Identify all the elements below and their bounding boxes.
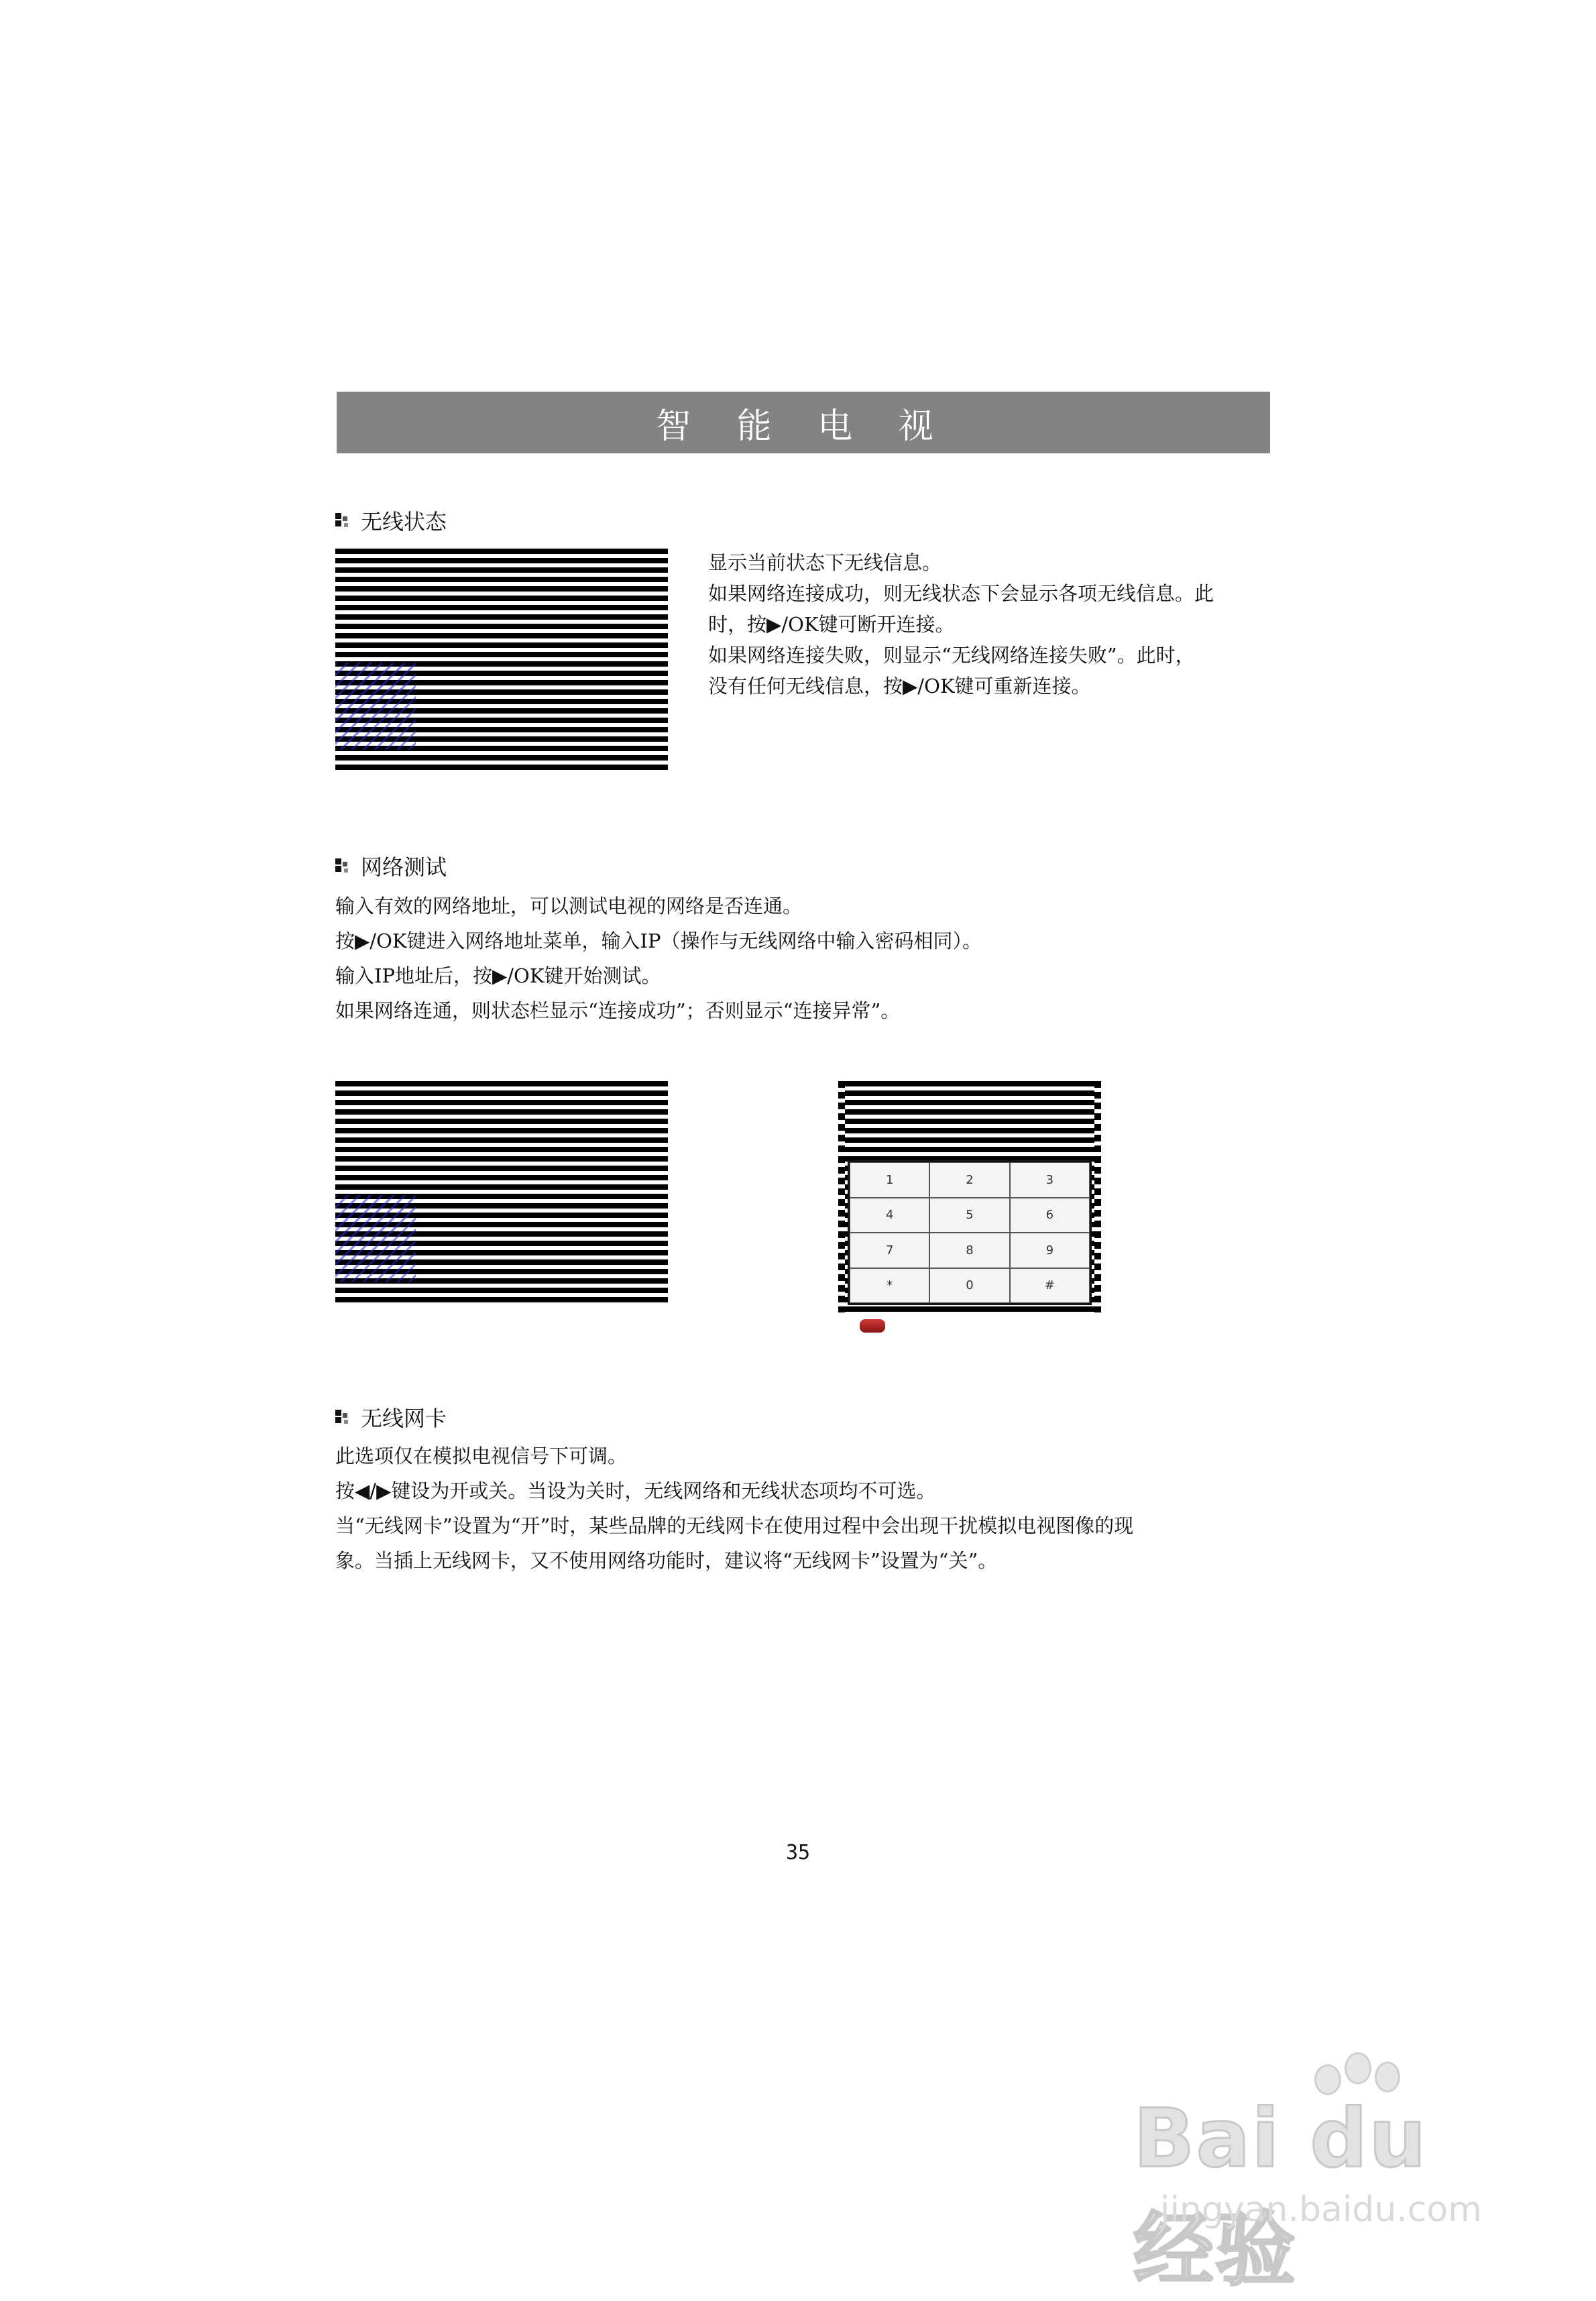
wireless-status-text xyxy=(708,547,1214,701)
text-line: 显示当前状态下无线信息。 xyxy=(708,551,942,574)
keypad-key[interactable]: 2 xyxy=(929,1162,1009,1198)
watermark-logo: Bai du 经验 xyxy=(1133,2092,1428,2297)
bullet-icon xyxy=(335,513,350,528)
keypad-key[interactable]: 9 xyxy=(1010,1233,1090,1268)
text-line: 输入有效的网络地址，可以测试电视的网络是否连通。 xyxy=(335,895,803,917)
bullet-icon xyxy=(335,858,350,873)
text-line: 如果网络连通，则状态栏显示“连接成功”；否则显示“连接异常”。 xyxy=(335,999,901,1022)
keypad-key[interactable]: 7 xyxy=(850,1233,929,1268)
red-button-icon xyxy=(860,1319,885,1333)
text-line: 按◀/▶键设为开或关。当设为关时，无线网络和无线状态项均不可选。 xyxy=(335,1479,936,1502)
keypad-key[interactable]: 6 xyxy=(1010,1198,1090,1233)
keypad-key[interactable]: 5 xyxy=(929,1198,1009,1233)
numeric-keypad xyxy=(848,1160,1092,1305)
watermark-url: jingyan.baidu.com xyxy=(1160,2190,1482,2230)
page-number: 35 xyxy=(785,1841,811,1864)
text-line: 输入IP地址后，按▶/OK键开始测试。 xyxy=(335,964,661,987)
keypad-key[interactable]: 0 xyxy=(929,1268,1009,1304)
text-line: 没有任何无线信息，按▶/OK键可重新连接。 xyxy=(708,675,1091,697)
keypad-key[interactable]: 1 xyxy=(850,1162,929,1198)
chapter-title: 智 能 电 视 xyxy=(656,406,951,447)
bullet-icon xyxy=(335,1410,350,1424)
text-line: 如果网络连接失败，则显示“无线网络连接失败”。此时， xyxy=(708,644,1195,667)
text-line: 时，按▶/OK键可断开连接。 xyxy=(708,613,955,636)
baidu-watermark xyxy=(1133,2052,1509,2297)
network-test-screenshot xyxy=(335,1081,668,1302)
text-line: 当“无线网卡”设置为“开”时，某些品牌的无线网卡在使用过程中会出现干扰模拟电视图像的现 xyxy=(335,1514,1134,1537)
keypad-key[interactable]: 4 xyxy=(850,1198,929,1233)
paw-icon xyxy=(1345,2052,1371,2084)
text-line: 如果网络连接成功，则无线状态下会显示各项无线信息。此 xyxy=(708,582,1214,605)
keypad-key[interactable]: 3 xyxy=(1010,1162,1090,1198)
keypad-key[interactable]: 8 xyxy=(929,1233,1009,1268)
keypad-key[interactable]: * xyxy=(850,1268,929,1304)
paw-icon xyxy=(1375,2062,1400,2092)
section-heading-wireless-status xyxy=(335,505,447,536)
wireless-status-screenshot xyxy=(335,549,668,770)
section-title: 无线状态 xyxy=(361,509,447,535)
text-line: 此选项仅在模拟电视信号下可调。 xyxy=(335,1445,628,1467)
signal-graphic xyxy=(335,663,416,750)
section-title: 网络测试 xyxy=(361,854,447,880)
section-heading-wireless-card xyxy=(335,1402,447,1433)
section-heading-network-test xyxy=(335,850,447,881)
chapter-banner xyxy=(337,392,1270,453)
text-line: 按▶/OK键进入网络地址菜单，输入IP（操作与无线网络中输入密码相同）。 xyxy=(335,930,982,952)
signal-graphic xyxy=(335,1195,416,1282)
network-test-text xyxy=(335,889,982,1028)
text-line: 象。当插上无线网卡，又不使用网络功能时，建议将“无线网卡”设置为“关”。 xyxy=(335,1549,998,1572)
paw-icon xyxy=(1314,2064,1341,2095)
wireless-card-text xyxy=(335,1439,1133,1578)
ip-keypad-screenshot xyxy=(838,1081,1101,1312)
keypad-key[interactable]: # xyxy=(1010,1268,1090,1304)
section-title: 无线网卡 xyxy=(361,1406,447,1431)
